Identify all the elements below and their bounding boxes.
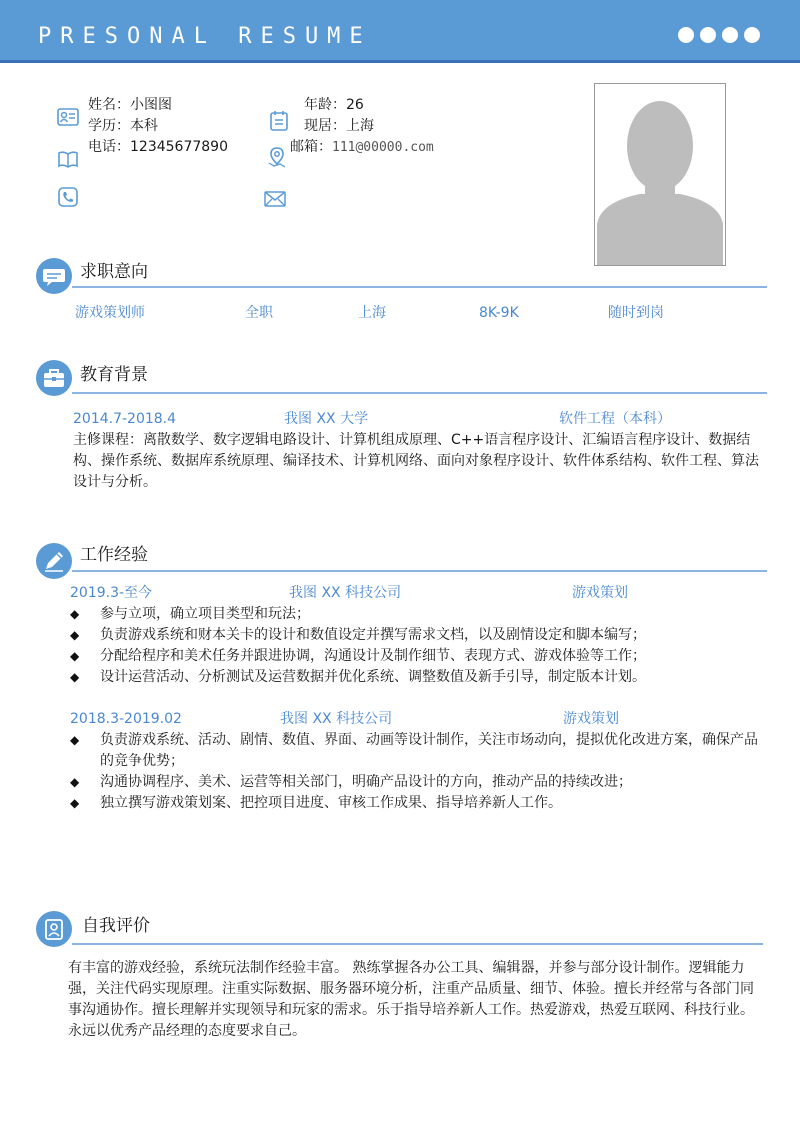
section-divider (72, 286, 767, 288)
profile-icon (36, 911, 72, 947)
job1-company: 我图 XX 科技公司 (289, 585, 402, 601)
job2-company: 我图 XX 科技公司 (280, 711, 393, 727)
dot-icon (744, 27, 760, 43)
section-divider (72, 570, 767, 572)
list-item: ◆ 负责游戏系统、活动、剧情、数值、界面、动画等设计制作，关注市场动向，提拟优化改进方案，确保产品的竞争优势； (70, 730, 760, 772)
job2-period: 2018.3-2019.02 (70, 711, 182, 727)
job1-duties (70, 604, 760, 688)
intent-type: 全职 (245, 305, 273, 321)
dot-icon (678, 27, 694, 43)
header-dots (678, 27, 766, 47)
list-item: ◆ 设计运营活动、分析测试及运营数据并优化系统、调整数值及新手引导，制定版本计划。 (70, 667, 760, 688)
section-title-intent: 求职意向 (80, 262, 148, 282)
phone-field: 电话：12345677890 (88, 139, 228, 155)
list-item: ◆ 分配给程序和美术任务并跟进协调，沟通设计及制作细节、表现方式、游戏体验等工作； (70, 646, 760, 667)
intent-availability: 随时到岗 (608, 305, 664, 321)
phone-icon (57, 186, 79, 208)
name-field: 姓名：小图图 (88, 97, 172, 113)
email-field (290, 137, 434, 158)
book-icon (57, 148, 79, 170)
id-card-icon (57, 106, 79, 128)
job1-role: 游戏策划 (572, 585, 628, 601)
education-courses: 主修课程：离散数学、数字逻辑电路设计、计算机组成原理、C++语言程序设计、汇编语言程序设计、数据结构、操作系统、数据库系统原理、编译技术、计算机网络、面向对象程序设计、软件体系结构、软件工程、算法设计与分析。 (73, 432, 759, 490)
job1-period: 2019.3-至今 (70, 585, 153, 601)
intent-city: 上海 (358, 305, 386, 321)
list-item: ◆ 参与立项，确立项目类型和玩法； (70, 604, 760, 625)
edit-icon (36, 543, 72, 579)
intent-position: 游戏策划师 (75, 305, 145, 321)
list-item: ◆ 负责游戏系统和财本关卡的设计和数值设定并撰写需求文档，以及剧情设定和脚本编写； (70, 625, 760, 646)
avatar (595, 84, 725, 265)
section-title-education: 教育背景 (80, 365, 148, 385)
speech-icon (36, 258, 72, 294)
age-field: 年龄：26 (304, 97, 364, 113)
page-title: PRESONAL RESUME (38, 24, 372, 49)
self-evaluation: 有丰富的游戏经验，系统玩法制作经验丰富。 熟练掌握各办公工具、编辑器，并参与部分设计制作。逻辑能力强，关注代码实现原理。注重实际数据、服务器环境分析，注重产品质量、细节、体验。擅长并经常与各部门同事沟通协作。擅长理解并实现领导和玩家的需求。乐于指导培养新人工作。热爱游戏，热爱互联网、科技行业。永远以优秀产品经理的态度要求自己。 (68, 960, 754, 1039)
location-icon (266, 146, 288, 168)
calendar-icon (268, 110, 290, 132)
job2-duties (70, 730, 760, 814)
list-item: ◆ 独立撰写游戏策划案、把控项目进度、审核工作成果、指导培养新人工作。 (70, 793, 760, 814)
education-major: 软件工程（本科） (559, 411, 671, 427)
briefcase-icon (36, 360, 72, 396)
email-label: 邮箱： (290, 139, 332, 155)
education-school: 我图 XX 大学 (284, 411, 369, 427)
profile-photo (594, 83, 726, 266)
header-bar (0, 0, 800, 63)
intent-salary: 8K-9K (479, 305, 519, 321)
list-item: ◆ 沟通协调程序、美术、运营等相关部门，明确产品设计的方向，推动产品的持续改进； (70, 772, 760, 793)
job2-role: 游戏策划 (563, 711, 619, 727)
education-field: 学历：本科 (88, 118, 158, 134)
section-divider (72, 943, 763, 945)
section-divider (72, 392, 767, 394)
section-title-self: 自我评价 (82, 916, 150, 936)
email-value[interactable]: 111@00000.com (332, 140, 434, 155)
section-title-work: 工作经验 (80, 545, 148, 565)
mail-icon (264, 188, 286, 210)
dot-icon (722, 27, 738, 43)
residence-field: 现居：上海 (304, 118, 374, 134)
dot-icon (700, 27, 716, 43)
education-period: 2014.7-2018.4 (73, 411, 177, 427)
